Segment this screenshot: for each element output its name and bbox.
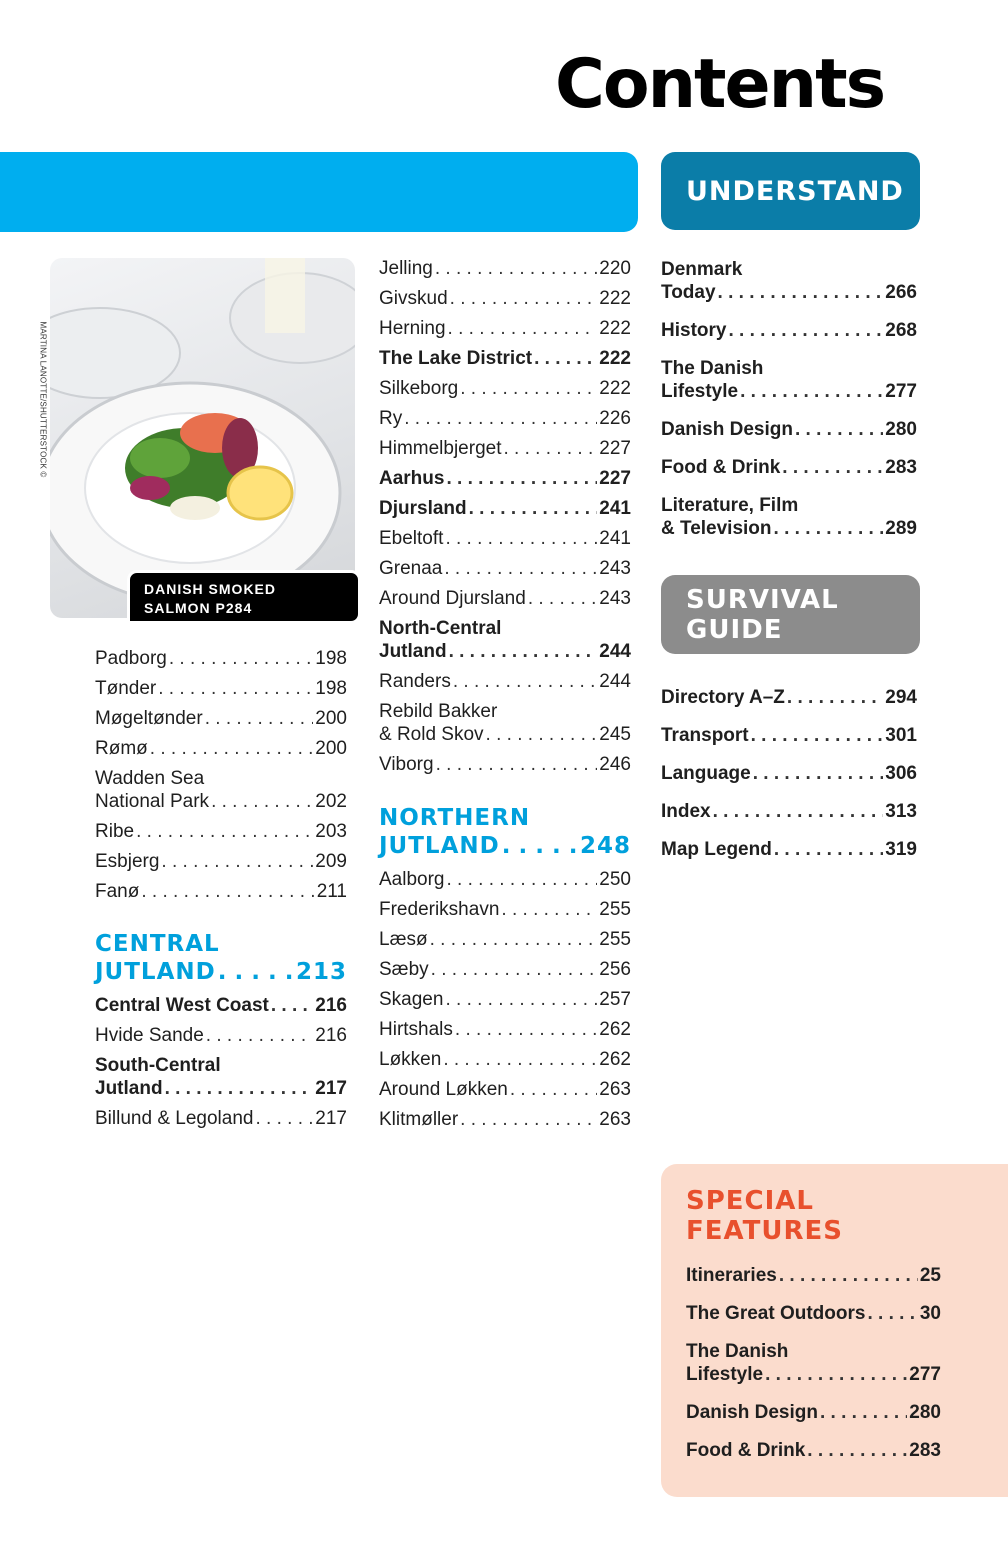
toc-entry-page: 280 (909, 1402, 941, 1423)
toc-entry-title: Around Djursland (379, 588, 526, 609)
toc-entry-page: 257 (599, 989, 631, 1010)
toc-entry[interactable] (379, 287, 631, 310)
heading-line-1: NORTHERN (379, 805, 531, 831)
toc-entry-page: 250 (599, 869, 631, 890)
toc-entry[interactable] (95, 707, 347, 730)
toc-entry-title: Møgeltønder (95, 708, 203, 729)
toc-entry-title: Himmelbjerget (379, 438, 502, 459)
toc-entry-title-line: The Danish (661, 358, 764, 379)
toc-entry-title: Herning (379, 318, 446, 339)
col1b-list (95, 994, 347, 1130)
toc-entry-page: 227 (599, 438, 631, 459)
toc-entry-page: 226 (599, 408, 631, 429)
toc-entry-title: Lifestyle (661, 381, 739, 402)
toc-entry-title: Jutland (95, 1078, 163, 1099)
toc-entry-title-line: South-Central (95, 1055, 221, 1076)
toc-entry-title: Ribe (95, 821, 135, 842)
toc-entry-title: Map Legend (661, 839, 772, 860)
toc-entry-page: 255 (599, 929, 631, 950)
toc-entry[interactable] (95, 1024, 347, 1047)
toc-entry[interactable] (379, 928, 631, 951)
toc-entry-page: 216 (315, 995, 347, 1016)
toc-entry[interactable] (379, 1018, 631, 1041)
special-features-box (661, 1164, 1008, 1497)
understand-list (661, 258, 917, 555)
toc-entry-page: 222 (599, 348, 631, 369)
toc-entry-page: 294 (885, 687, 917, 708)
toc-entry-page: 262 (599, 1049, 631, 1070)
toc-entry-page: 268 (885, 320, 917, 341)
toc-entry-title: Aarhus (379, 468, 445, 489)
toc-entry-title: Hirtshals (379, 1019, 453, 1040)
toc-entry[interactable] (95, 820, 347, 843)
toc-entry-title: & Television (661, 518, 772, 539)
toc-entry-title: Viborg (379, 754, 434, 775)
toc-entry-title: Givskud (379, 288, 448, 309)
toc-entry-page: 243 (599, 588, 631, 609)
toc-entry-page: 244 (599, 671, 631, 692)
toc-entry-page: 222 (599, 288, 631, 309)
toc-entry[interactable] (686, 1439, 941, 1462)
toc-entry-page: 227 (599, 468, 631, 489)
toc-entry-page: 289 (885, 518, 917, 539)
toc-entry-title: Transport (661, 725, 749, 746)
page-title: Contents (555, 45, 885, 124)
toc-entry-title: Directory A–Z (661, 687, 785, 708)
toc-entry[interactable] (95, 1054, 347, 1100)
toc-entry-title-line: Literature, Film (661, 495, 799, 516)
toc-entry[interactable] (661, 838, 917, 861)
heading-line-2: JUTLAND (379, 833, 500, 859)
toc-entry-title-line: Rebild Bakker (379, 701, 498, 722)
toc-entry[interactable] (379, 587, 631, 610)
toc-entry-page: 245 (599, 724, 631, 745)
toc-entry-page: 306 (885, 763, 917, 784)
toc-entry-page: 209 (315, 851, 347, 872)
toc-entry[interactable] (379, 1048, 631, 1071)
toc-entry-title: Ebeltoft (379, 528, 444, 549)
toc-entry-page: 319 (885, 839, 917, 860)
toc-entry[interactable] (95, 850, 347, 873)
toc-entry-page: 241 (599, 528, 631, 549)
toc-entry-title: The Great Outdoors (686, 1303, 866, 1324)
toc-entry[interactable] (379, 1078, 631, 1101)
toc-entry-title: Jelling (379, 258, 433, 279)
toc-entry-title: Hvide Sande (95, 1025, 204, 1046)
toc-entry-page: 241 (599, 498, 631, 519)
toc-entry-title: Aalborg (379, 869, 445, 890)
toc-entry-title: Sæby (379, 959, 429, 980)
toc-entry[interactable] (661, 494, 917, 540)
toc-entry[interactable] (379, 377, 631, 400)
toc-entry-title: Food & Drink (661, 457, 781, 478)
toc-entry-page: 222 (599, 378, 631, 399)
toc-entry[interactable] (379, 898, 631, 921)
toc-entry-title: Around Løkken (379, 1079, 508, 1100)
toc-entry[interactable] (661, 357, 917, 403)
toc-entry-title: Ry (379, 408, 403, 429)
toc-entry-page: 283 (909, 1440, 941, 1461)
heading-page: 213 (295, 959, 347, 985)
col2-list (379, 257, 631, 776)
northern-jutland-heading[interactable] (379, 804, 631, 860)
toc-entry-page: 277 (885, 381, 917, 402)
toc-entry-page: 246 (599, 754, 631, 775)
toc-entry-page: 202 (315, 791, 347, 812)
toc-entry-page: 277 (909, 1364, 941, 1385)
toc-entry-title: Rømø (95, 738, 148, 759)
toc-entry[interactable] (379, 407, 631, 430)
toc-entry-page: 243 (599, 558, 631, 579)
toc-entry[interactable] (686, 1340, 941, 1386)
salmon-photo (50, 258, 355, 618)
toc-entry-page: 203 (315, 821, 347, 842)
toc-entry-title: Central West Coast (95, 995, 269, 1016)
toc-entry-title: Danish Design (661, 419, 793, 440)
toc-entry[interactable] (379, 257, 631, 280)
toc-entry[interactable] (95, 994, 347, 1017)
toc-entry-title: Klitmøller (379, 1109, 459, 1130)
toc-entry[interactable] (379, 347, 631, 370)
toc-entry-title: Skagen (379, 989, 444, 1010)
toc-entry[interactable] (686, 1302, 941, 1325)
toc-column-1 (95, 647, 347, 1137)
toc-entry-title: History (661, 320, 727, 341)
toc-entry-title: Frederikshavn (379, 899, 500, 920)
toc-entry-page: 220 (599, 258, 631, 279)
special-features-title (686, 1186, 843, 1246)
toc-entry[interactable] (661, 319, 917, 342)
toc-entry-title: Food & Drink (686, 1440, 806, 1461)
toc-entry[interactable] (379, 958, 631, 981)
toc-entry-page: 266 (885, 282, 917, 303)
photo-credit-text: MARTINA LANOTTE/SHUTTERSTOCK © (38, 321, 48, 478)
toc-entry[interactable] (379, 753, 631, 776)
toc-entry-page: 263 (599, 1079, 631, 1100)
toc-entry[interactable] (379, 317, 631, 340)
special-features-list (686, 1264, 941, 1477)
col2b-list (379, 868, 631, 1131)
toc-entry[interactable] (379, 437, 631, 460)
heading-line-2: JUTLAND (95, 959, 216, 985)
toc-entry-page: 262 (599, 1019, 631, 1040)
toc-entry[interactable] (95, 737, 347, 760)
toc-entry-page: 283 (885, 457, 917, 478)
toc-entry-page: 25 (919, 1265, 941, 1286)
toc-entry-page: 255 (599, 899, 631, 920)
toc-entry-title: Grenaa (379, 558, 443, 579)
toc-entry-title: Language (661, 763, 751, 784)
toc-entry-page: 200 (315, 738, 347, 759)
survival-tab-line-1: SURVIVAL (686, 585, 839, 615)
toc-entry[interactable] (95, 677, 347, 700)
salmon-plate-illustration (50, 258, 355, 618)
toc-entry-page: 211 (316, 881, 347, 902)
toc-entry-title: & Rold Skov (379, 724, 484, 745)
toc-entry-title: Lifestyle (686, 1364, 764, 1385)
toc-entry-title: Today (661, 282, 716, 303)
photo-caption (127, 570, 361, 624)
toc-entry[interactable] (661, 258, 917, 304)
col1-list (95, 647, 347, 903)
photo-credit (38, 300, 48, 500)
heading-page: 248 (579, 833, 631, 859)
toc-entry[interactable] (95, 647, 347, 670)
toc-entry[interactable] (95, 1107, 347, 1130)
toc-entry-page: 30 (919, 1303, 941, 1324)
toc-entry-title: Djursland (379, 498, 467, 519)
toc-entry[interactable] (379, 1108, 631, 1131)
toc-entry[interactable] (686, 1264, 941, 1287)
toc-entry[interactable] (379, 700, 631, 746)
caption-line-2: SALMON P284 (144, 600, 253, 616)
section-banner (0, 152, 638, 232)
toc-entry-title-line: North-Central (379, 618, 502, 639)
toc-entry-page: 217 (315, 1078, 347, 1099)
toc-entry-title: Fanø (95, 881, 140, 902)
toc-entry-title: Itineraries (686, 1265, 777, 1286)
toc-entry-page: 301 (885, 725, 917, 746)
survival-list (661, 686, 917, 876)
toc-entry[interactable] (661, 456, 917, 479)
survival-guide-tab (661, 575, 920, 654)
toc-entry[interactable] (661, 800, 917, 823)
toc-entry-title: Index (661, 801, 711, 822)
special-title-line-2: FEATURES (686, 1216, 843, 1246)
toc-entry-title-line: The Danish (686, 1341, 789, 1362)
toc-entry[interactable] (379, 467, 631, 490)
toc-entry[interactable] (95, 880, 347, 903)
toc-entry-title: Randers (379, 671, 451, 692)
toc-entry-title: The Lake District (379, 348, 533, 369)
toc-entry-title: Silkeborg (379, 378, 459, 399)
survival-tab-line-2: GUIDE (686, 615, 783, 645)
toc-entry-page: 280 (885, 419, 917, 440)
toc-entry-title: Billund & Legoland (95, 1108, 254, 1129)
toc-entry-title: Esbjerg (95, 851, 160, 872)
toc-entry-title-line: Wadden Sea (95, 768, 205, 789)
toc-entry-page: 198 (315, 678, 347, 699)
toc-entry[interactable] (661, 418, 917, 441)
toc-entry-title: Læsø (379, 929, 428, 950)
toc-entry-title: National Park (95, 791, 210, 812)
toc-entry[interactable] (686, 1401, 941, 1424)
toc-entry[interactable] (95, 767, 347, 813)
toc-entry-page: 217 (315, 1108, 347, 1129)
toc-entry-title: Danish Design (686, 1402, 818, 1423)
toc-entry-page: 200 (315, 708, 347, 729)
toc-entry[interactable] (379, 868, 631, 891)
toc-entry-page: 313 (885, 801, 917, 822)
central-jutland-heading[interactable] (95, 930, 347, 986)
toc-entry[interactable] (379, 527, 631, 550)
toc-entry-title: Tønder (95, 678, 157, 699)
toc-entry-title: Løkken (379, 1049, 442, 1070)
toc-entry-title: Padborg (95, 648, 167, 669)
special-title-line-1: SPECIAL (686, 1186, 814, 1216)
toc-entry[interactable] (379, 497, 631, 520)
toc-entry[interactable] (379, 670, 631, 693)
toc-entry-page: 216 (315, 1025, 347, 1046)
caption-line-1: DANISH SMOKED (144, 581, 277, 597)
toc-column-2 (379, 257, 631, 1138)
toc-entry-page: 198 (315, 648, 347, 669)
heading-line-1: CENTRAL (95, 931, 220, 957)
toc-entry-page: 222 (599, 318, 631, 339)
toc-entry-page: 244 (599, 641, 631, 662)
toc-entry[interactable] (661, 762, 917, 785)
toc-entry-page: 263 (599, 1109, 631, 1130)
understand-tab: UNDERSTAND (661, 152, 920, 230)
toc-entry[interactable] (379, 557, 631, 580)
toc-entry[interactable] (661, 686, 917, 709)
toc-entry-title: Jutland (379, 641, 447, 662)
toc-entry-page: 256 (599, 959, 631, 980)
toc-entry-title-line: Denmark (661, 259, 743, 280)
toc-entry[interactable] (379, 617, 631, 663)
toc-entry[interactable] (661, 724, 917, 747)
toc-entry[interactable] (379, 988, 631, 1011)
